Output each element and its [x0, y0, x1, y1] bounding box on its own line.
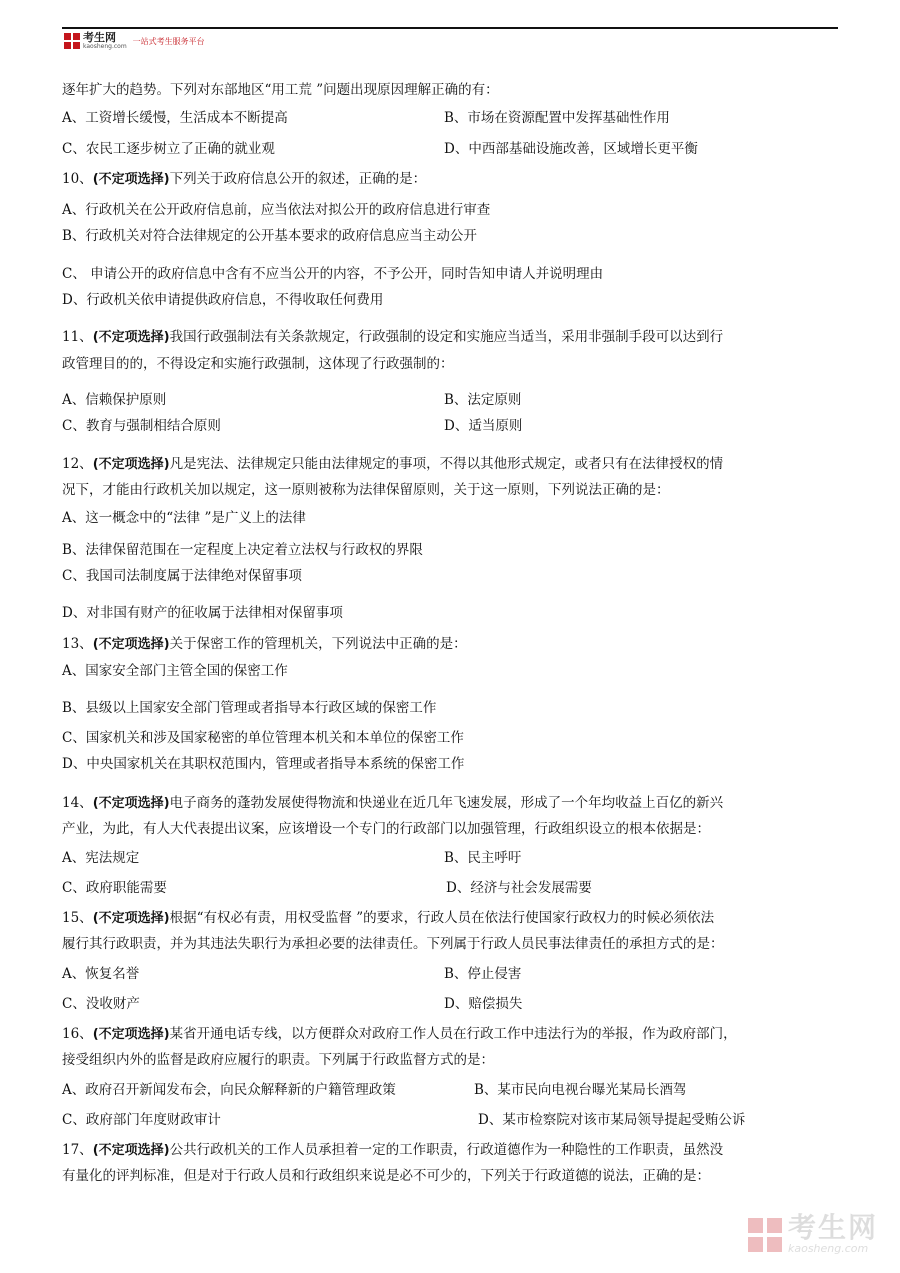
q9-option-c: C、农民工逐步树立了正确的就业观 — [62, 141, 275, 157]
q15-option-b: B、停止侵害 — [444, 966, 522, 982]
q11-option-d: D、适当原则 — [444, 418, 523, 434]
question-number: 11、 — [62, 329, 93, 345]
q10-stem — [62, 167, 426, 187]
q10-option-c: C、 申请公开的政府信息中含有不应当公开的内容，不予公开，同时告知申请人并说明理由 — [62, 266, 604, 282]
question-type-tag: (不定项选择) — [92, 330, 170, 345]
question-type-tag: (不定项选择) — [92, 1027, 170, 1042]
q17-stem — [62, 1138, 723, 1158]
question-number: 13、 — [62, 636, 93, 652]
q13-option-d: D、中央国家机关在其职权范围内，管理或者指导本系统的保密工作 — [62, 756, 465, 772]
q10-option-b: B、行政机关对符合法律规定的公开基本要求的政府信息应当主动公开 — [62, 228, 477, 244]
q15-stem — [62, 906, 714, 926]
q11-stem — [62, 325, 723, 345]
q14-option-a: A、宪法规定 — [62, 850, 140, 866]
q11-option-b: B、法定原则 — [444, 392, 522, 408]
q12-option-a: A、这一概念中的“法律 ”是广义上的法律 — [62, 510, 306, 526]
site-logo[interactable] — [64, 32, 205, 50]
logo-icon — [64, 33, 80, 49]
question-number: 14、 — [62, 795, 93, 811]
logo-name: 考生网 — [83, 31, 116, 44]
question-text: 下列关于政府信息公开的叙述，正确的是： — [169, 171, 427, 187]
q16-stem-cont: 接受组织内外的监督是政府应履行的职责。下列属于行政监督方式的是： — [62, 1052, 494, 1068]
q12-stem — [62, 452, 723, 472]
q17-stem-cont: 有量化的评判标准，但是对于行政人员和行政组织来说是必不可少的，下列关于行政道德的说法，正确的是： — [62, 1168, 710, 1184]
question-text: 电子商务的蓬勃发展使得物流和快递业在近几年飞速发展，形成了一个年均收益上百亿的新兴 — [169, 795, 724, 811]
q13-option-c: C、国家机关和涉及国家秘密的单位管理本机关和本单位的保密工作 — [62, 730, 464, 746]
watermark-name: 考生网 — [787, 1211, 878, 1244]
question-type-tag: (不定项选择) — [92, 637, 170, 652]
q12-stem-cont: 况下，才能由行政机关加以规定，这一原则被称为法律保留原则，关于这一原则，下列说法正确的是： — [62, 482, 670, 498]
q12-option-b: B、法律保留范围在一定程度上决定着立法权与行政权的界限 — [62, 542, 423, 558]
logo-domain: kaosheng.com — [83, 43, 127, 50]
question-text: 公共行政机关的工作人员承担着一定的工作职责，行政道德作为一种隐性的工作职责，虽然没 — [169, 1142, 724, 1158]
question-type-tag: (不定项选择) — [92, 796, 170, 811]
q14-stem — [62, 791, 723, 811]
question-number: 17、 — [62, 1142, 93, 1158]
q16-option-a: A、政府召开新闻发布会，向民众解释新的户籍管理政策 — [62, 1082, 396, 1098]
q15-stem-cont: 履行其行政职责，并为其违法失职行为承担必要的法律责任。下列属于行政人员民事法律责任的承担方式的是： — [62, 936, 724, 952]
question-number: 12、 — [62, 456, 93, 472]
q9-option-b: B、市场在资源配置中发挥基础性作用 — [444, 110, 670, 126]
question-text: 关于保密工作的管理机关，下列说法中正确的是： — [169, 636, 467, 652]
question-type-tag: (不定项选择) — [92, 457, 170, 472]
q14-stem-cont: 产业，为此，有人大代表提出议案，应该增设一个专门的行政部门以加强管理，行政组织设立的根本依据是： — [62, 821, 710, 837]
q14-option-c: C、政府职能需要 — [62, 880, 167, 896]
q16-stem — [62, 1022, 737, 1042]
question-type-tag: (不定项选择) — [92, 172, 170, 187]
q14-option-d: D、经济与社会发展需要 — [446, 880, 592, 896]
question-text: 我国行政强制法有关条款规定，行政强制的设定和实施应当适当，采用非强制手段可以达到行 — [169, 329, 724, 345]
text-line: 逐年扩大的趋势。下列对东部地区“用工荒 ”问题出现原因理解正确的有： — [62, 82, 499, 98]
question-number: 16、 — [62, 1026, 93, 1042]
site-slogan: 一站式考生服务平台 — [132, 36, 205, 46]
watermark-icon — [748, 1218, 782, 1252]
q9-option-d: D、中西部基础设施改善，区域增长更平衡 — [444, 141, 698, 157]
watermark-domain: kaosheng.com — [787, 1242, 869, 1255]
q13-option-a: A、国家安全部门主管全国的保密工作 — [62, 663, 288, 679]
question-text: 根据“有权必有责，用权受监督 ”的要求，行政人员在依法行使国家行政权力的时候必须依法 — [169, 910, 715, 926]
q11-option-c: C、教育与强制相结合原则 — [62, 418, 221, 434]
q9-option-a: A、工资增长缓慢，生活成本不断提高 — [62, 110, 288, 126]
q11-option-a: A、信赖保护原则 — [62, 392, 167, 408]
q12-option-c: C、我国司法制度属于法律绝对保留事项 — [62, 568, 302, 584]
q13-option-b: B、县级以上国家安全部门管理或者指导本行政区域的保密工作 — [62, 700, 437, 716]
q12-option-d: D、对非国有财产的征收属于法律相对保留事项 — [62, 605, 343, 621]
q15-option-d: D、赔偿损失 — [444, 996, 523, 1012]
q14-option-b: B、民主呼吁 — [444, 850, 522, 866]
watermark-logo — [748, 1211, 878, 1255]
question-number: 15、 — [62, 910, 93, 926]
question-text: 凡是宪法、法律规定只能由法律规定的事项，不得以其他形式规定，或者只有在法律授权的情 — [169, 456, 724, 472]
q11-stem-cont: 政管理目的的，不得设定和实施行政强制，这体现了行政强制的： — [62, 356, 454, 372]
q10-option-a: A、行政机关在公开政府信息前，应当依法对拟公开的政府信息进行审查 — [62, 202, 491, 218]
q13-stem — [62, 632, 467, 652]
question-number: 10、 — [62, 171, 93, 187]
question-type-tag: (不定项选择) — [92, 1143, 170, 1158]
question-type-tag: (不定项选择) — [92, 911, 170, 926]
q10-option-d: D、行政机关依申请提供政府信息，不得收取任何费用 — [62, 292, 384, 308]
q16-option-c: C、政府部门年度财政审计 — [62, 1112, 221, 1128]
page-header — [62, 27, 838, 55]
header-rule — [62, 27, 838, 29]
q16-option-d: D、某市检察院对该市某局领导提起受贿公诉 — [478, 1112, 746, 1128]
q15-option-a: A、恢复名誉 — [62, 966, 140, 982]
q15-option-c: C、没收财产 — [62, 996, 140, 1012]
q16-option-b: B、某市民向电视台曝光某局长酒驾 — [474, 1082, 687, 1098]
question-text: 某省开通电话专线，以方便群众对政府工作人员在行政工作中违法行为的举报，作为政府部门， — [169, 1026, 737, 1042]
